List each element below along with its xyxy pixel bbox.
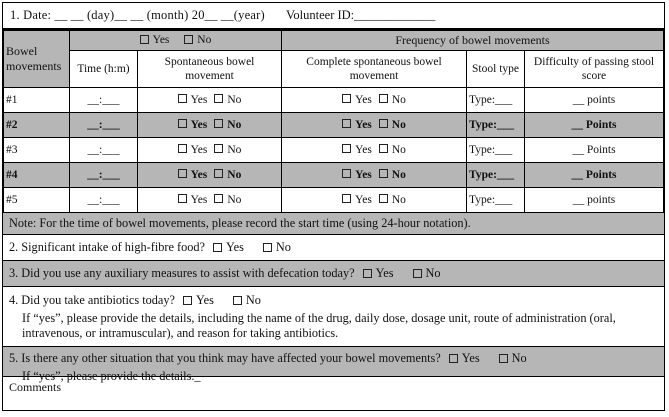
table-row-5: [4, 188, 664, 213]
yes-label: Yes: [226, 240, 244, 254]
yes-checkbox[interactable]: [342, 94, 351, 103]
no-checkbox[interactable]: [233, 296, 242, 305]
no-label: No: [511, 350, 527, 365]
yes-checkbox[interactable]: [178, 94, 187, 103]
complete-spontaneous-cell: [282, 138, 467, 163]
no-label: No: [391, 93, 406, 106]
time-field[interactable]: __:___: [87, 93, 120, 106]
yes-label: Yes: [461, 350, 480, 365]
question-4-text: 4. Did you take antibiotics today?: [9, 292, 175, 307]
yes-checkbox[interactable]: [178, 119, 187, 128]
table-row-3: [4, 138, 664, 163]
stool-type-field[interactable]: Type:___: [469, 193, 513, 206]
spontaneous-yes-no-header: [70, 31, 282, 51]
points-field[interactable]: __ points: [572, 93, 616, 106]
no-checkbox[interactable]: [214, 194, 223, 203]
row-id: #3: [4, 138, 70, 163]
yes-checkbox[interactable]: [178, 144, 187, 153]
row-id: #5: [4, 188, 70, 213]
spontaneous-cell: [138, 88, 282, 113]
no-checkbox[interactable]: [379, 144, 388, 153]
row-id: #2: [4, 113, 70, 138]
frequency-header: Frequency of bowel movements: [282, 31, 664, 51]
yes-label: Yes: [195, 292, 214, 307]
bowel-movements-table: [3, 30, 664, 213]
spontaneous-cell: [138, 188, 282, 213]
yes-checkbox[interactable]: [178, 169, 187, 178]
no-checkbox[interactable]: [379, 169, 388, 178]
no-label: No: [391, 193, 406, 206]
points-cell: [525, 188, 664, 213]
time-cell: [70, 188, 138, 213]
points-field[interactable]: __ Points: [571, 168, 617, 181]
no-checkbox[interactable]: [214, 169, 223, 178]
yes-label: Yes: [190, 118, 208, 131]
yes-checkbox[interactable]: [342, 169, 351, 178]
no-label: No: [197, 34, 212, 47]
stool-type-cell: [467, 188, 525, 213]
no-label: No: [391, 143, 406, 156]
no-checkbox[interactable]: [214, 119, 223, 128]
yes-label: Yes: [190, 143, 208, 156]
question-2-row: [3, 235, 664, 261]
time-cell: [70, 163, 138, 188]
note-text: Note: For the time of bowel movements, please record the start time (using 24-hour notation).: [9, 216, 471, 230]
yes-checkbox[interactable]: [342, 194, 351, 203]
no-checkbox[interactable]: [214, 144, 223, 153]
no-label: No: [245, 292, 261, 307]
no-checkbox[interactable]: [214, 94, 223, 103]
points-cell: [525, 163, 664, 188]
no-label: No: [425, 266, 441, 280]
bowel-movements-corner-header: Bowel movements: [4, 31, 70, 88]
no-label: No: [391, 118, 406, 131]
complete-spontaneous-cell: [282, 113, 467, 138]
stool-type-cell: [467, 88, 525, 113]
stool-type-field[interactable]: Type:___: [469, 93, 513, 106]
yes-label: Yes: [355, 118, 372, 131]
question-5-text: 5. Is there any other situation that you think may have affected your bowel movements?: [9, 350, 441, 365]
yes-checkbox[interactable]: [213, 243, 222, 252]
yes-checkbox[interactable]: [183, 296, 192, 305]
no-checkbox[interactable]: [499, 354, 508, 363]
yes-checkbox[interactable]: [449, 354, 458, 363]
stool-type-field[interactable]: Type:___: [469, 143, 513, 156]
stool-type-field[interactable]: Type:___: [469, 118, 515, 131]
date-header-row: [3, 3, 664, 30]
points-field[interactable]: __ Points: [572, 143, 616, 156]
spontaneous-cell: [138, 113, 282, 138]
question-5-detail: If “yes”, please provide the details._: [22, 369, 201, 383]
points-cell: [525, 138, 664, 163]
stool-type-cell: [467, 163, 525, 188]
question-3-row: [3, 261, 664, 287]
col-header-time: Time (h:m): [70, 51, 138, 88]
no-label: No: [391, 168, 406, 181]
complete-spontaneous-cell: [282, 188, 467, 213]
col-header-spontaneous: Spontaneous bowel movement: [138, 51, 282, 88]
time-field[interactable]: __:___: [87, 143, 120, 156]
yes-label: Yes: [190, 193, 208, 206]
spontaneous-cell: [138, 163, 282, 188]
yes-label: Yes: [190, 93, 208, 106]
table-header-row-2: [4, 51, 664, 88]
no-checkbox[interactable]: [379, 119, 388, 128]
date-field[interactable]: 1. Date: __ __ (day)__ __ (month) 20__ __(year): [10, 8, 265, 22]
table-row-2: [4, 113, 664, 138]
volunteer-id-field[interactable]: Volunteer ID:_____________: [286, 8, 436, 22]
comments-area[interactable]: [3, 377, 664, 410]
complete-spontaneous-cell: [282, 163, 467, 188]
time-field[interactable]: __:___: [87, 118, 120, 131]
complete-spontaneous-cell: [282, 88, 467, 113]
no-checkbox[interactable]: [379, 94, 388, 103]
time-cell: [70, 138, 138, 163]
no-label: No: [227, 143, 242, 156]
no-label: No: [227, 93, 242, 106]
yes-label: Yes: [152, 34, 170, 47]
no-label: No: [227, 168, 242, 181]
no-checkbox[interactable]: [263, 243, 272, 252]
no-label: No: [275, 240, 291, 254]
row-id: #1: [4, 88, 70, 113]
yes-checkbox[interactable]: [140, 35, 149, 44]
yes-label: Yes: [355, 143, 372, 156]
no-checkbox[interactable]: [184, 35, 193, 44]
question-5-row: [3, 347, 664, 383]
time-cell: [70, 88, 138, 113]
yes-label: Yes: [375, 266, 394, 280]
stool-type-field[interactable]: Type:___: [469, 168, 515, 181]
table-header-row-1: [4, 31, 664, 51]
no-label: No: [227, 193, 242, 206]
points-field[interactable]: __ Points: [571, 118, 617, 131]
question-4-row: [3, 287, 664, 347]
stool-type-cell: [467, 138, 525, 163]
question-4-detail: If “yes”, please provide the details, including the name of the drug, daily dose, dosage unit, route of administration (oral, intravenous, or intramuscular), and reason for taking antibiotics.: [22, 311, 616, 340]
col-header-complete-spontaneous: Complete spontaneous bowel movement: [282, 51, 467, 88]
row-id: #4: [4, 163, 70, 188]
note-row: [3, 213, 664, 235]
question-2-text: 2. Significant intake of high-fibre food?: [9, 240, 206, 254]
yes-checkbox[interactable]: [178, 194, 187, 203]
form-frame: [2, 2, 665, 411]
col-header-stool-type: Stool type: [467, 51, 525, 88]
points-cell: [525, 88, 664, 113]
yes-label: Yes: [355, 193, 372, 206]
no-checkbox[interactable]: [379, 194, 388, 203]
no-label: No: [227, 118, 242, 131]
table-row-1: [4, 88, 664, 113]
time-cell: [70, 113, 138, 138]
points-field[interactable]: __ points: [572, 193, 616, 206]
comments-label: Comments: [9, 380, 62, 394]
yes-label: Yes: [190, 168, 208, 181]
yes-checkbox[interactable]: [342, 144, 351, 153]
yes-checkbox[interactable]: [363, 269, 372, 278]
question-3-text: 3. Did you use any auxiliary measures to assist with defecation today?: [9, 266, 355, 280]
time-field[interactable]: __:___: [87, 168, 120, 181]
points-cell: [525, 113, 664, 138]
yes-checkbox[interactable]: [342, 119, 351, 128]
yes-label: Yes: [355, 93, 372, 106]
yes-label: Yes: [355, 168, 372, 181]
time-field[interactable]: __:___: [87, 193, 120, 206]
col-header-difficulty: Difficulty of passing stool score: [525, 51, 664, 88]
table-row-4: [4, 163, 664, 188]
no-checkbox[interactable]: [413, 269, 422, 278]
spontaneous-cell: [138, 138, 282, 163]
stool-type-cell: [467, 113, 525, 138]
